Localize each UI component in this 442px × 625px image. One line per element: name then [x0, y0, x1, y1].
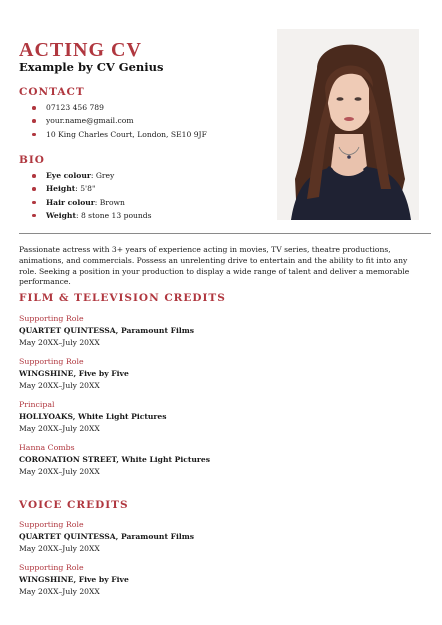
contact-list	[19, 101, 207, 141]
bio-list	[19, 169, 152, 222]
bio-eye-colour: Eye colour: Grey	[19, 169, 152, 182]
film-tv-heading: FILM & TELEVISION CREDITS	[19, 292, 226, 304]
credit-production: WINGSHINE, Five by Five	[19, 369, 129, 378]
credit-dates: May 20XX–July 20XX	[19, 338, 100, 347]
credit-dates: May 20XX–July 20XX	[19, 467, 100, 476]
voice-heading: VOICE CREDITS	[19, 499, 129, 511]
voice-credit-entry	[19, 519, 194, 554]
credit-role: Supporting Role	[19, 563, 84, 572]
credit-role: Supporting Role	[19, 357, 84, 366]
film-credit-entry	[19, 356, 129, 391]
contact-address: 10 King Charles Court, London, SE10 9JF	[19, 128, 207, 141]
film-credit-entry	[19, 313, 194, 348]
bullet-icon	[32, 106, 36, 110]
credit-production: QUARTET QUINTESSA, Paramount Films	[19, 326, 195, 335]
contact-heading: CONTACT	[19, 86, 85, 98]
film-credit-entry	[19, 399, 167, 434]
credit-production: WINGSHINE, Five by Five	[19, 575, 129, 584]
contact-phone: 07123 456 789	[19, 101, 207, 114]
contact-email: your.name@gmail.com	[19, 114, 207, 127]
credit-dates: May 20XX–July 20XX	[19, 587, 100, 596]
profile-photo	[277, 29, 419, 220]
bullet-icon	[32, 187, 36, 191]
credit-production: CORONATION STREET, White Light Pictures	[19, 455, 211, 464]
profile-summary: Passionate actress with 3+ years of experience acting in movies, TV series, theatre productions, animations, and commercials. Possess an unrelenting drive to entertain and the ability to fit into any role. Seeking a position in your production to display a wide range of talent and deliver a memorable performance.	[19, 245, 410, 287]
section-divider	[19, 233, 431, 234]
bullet-icon	[32, 214, 36, 218]
credit-dates: May 20XX–July 20XX	[19, 424, 100, 433]
credit-production: QUARTET QUINTESSA, Paramount Films	[19, 532, 195, 541]
bio-height: Height: 5'8"	[19, 182, 152, 195]
credit-production: HOLLYOAKS, White Light Pictures	[19, 412, 167, 421]
portrait-illustration	[277, 29, 419, 220]
voice-credit-entry	[19, 562, 129, 597]
bio-weight: Weight: 8 stone 13 pounds	[19, 209, 152, 222]
bullet-icon	[32, 201, 36, 205]
credit-role: Supporting Role	[19, 314, 84, 323]
credit-role: Hanna Combs	[19, 443, 75, 452]
bio-hair-colour: Hair colour: Brown	[19, 196, 152, 209]
bio-heading: BIO	[19, 154, 45, 166]
bullet-icon	[32, 174, 36, 178]
credit-dates: May 20XX–July 20XX	[19, 544, 100, 553]
bullet-icon	[32, 133, 36, 137]
credit-role: Principal	[19, 400, 55, 409]
credit-dates: May 20XX–July 20XX	[19, 381, 100, 390]
credit-role: Supporting Role	[19, 520, 84, 529]
film-credit-entry	[19, 442, 210, 477]
bullet-icon	[32, 119, 36, 123]
cv-title: ACTING CV	[19, 39, 142, 61]
cv-subtitle: Example by CV Genius	[19, 60, 164, 74]
